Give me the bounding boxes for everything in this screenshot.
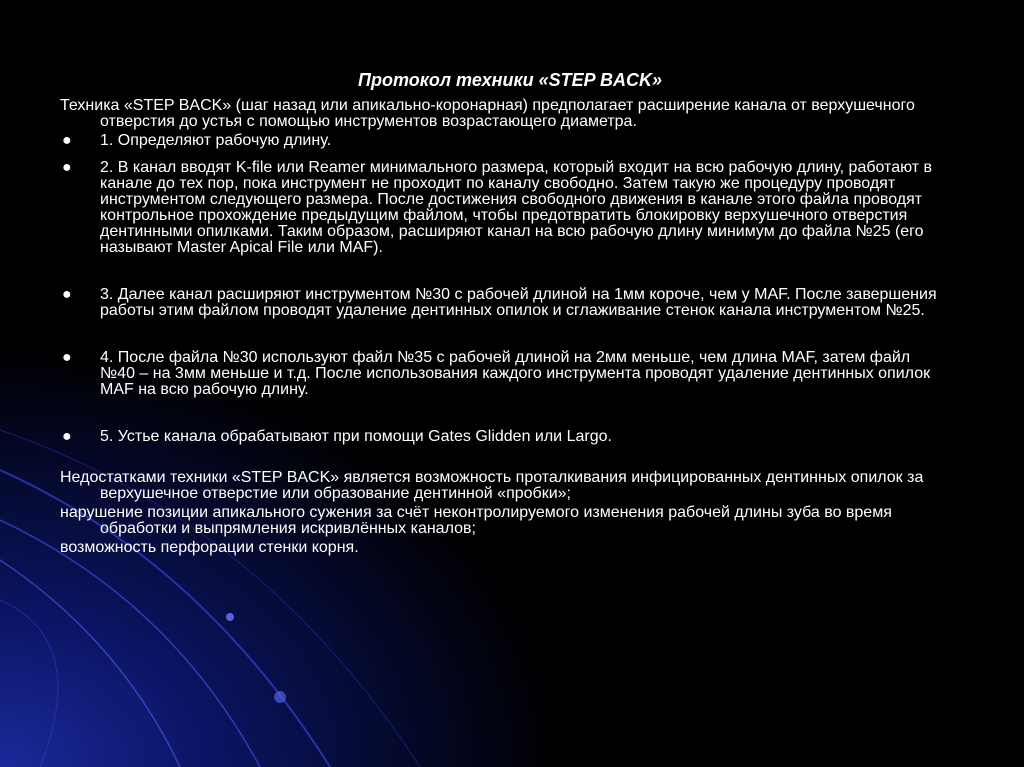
step-text: 4. После файла №30 используют файл №35 с рабочей длиной на 2мм меньше, чем длина MAF, затем файл №40 – на 3мм меньше и т.д. После использования каждого инструмента проводят удаление дентинных опилок MAF на всю рабочую длину. xyxy=(100,349,931,398)
step-text: 5. Устье канала обрабатывают при помощи Gates Glidden или Largo. xyxy=(100,428,612,445)
slide-content xyxy=(60,68,960,556)
list-item xyxy=(60,287,960,319)
list-item xyxy=(60,160,960,256)
bullet-icon: ● xyxy=(62,286,72,303)
slide-title: Протокол техники «STEP BACK» xyxy=(358,70,662,90)
list-item xyxy=(60,350,960,398)
bullet-icon: ● xyxy=(62,159,72,176)
intro-paragraph: Техника «STEP BACK» (шаг назад или апикально-коронарная) предполагает расширение канала от верхушечного отверстия до устья с помощью инструментов возрастающего диаметра. xyxy=(60,97,915,130)
drawback-apical-paragraph: нарушение позиции апикального сужения за счёт неконтролируемого изменения рабочей длины зуба во время обработки и выпрямления искривлённых каналов; xyxy=(60,504,892,537)
list-item xyxy=(60,133,960,149)
drawback-perforation-paragraph: возможность перфорации стенки корня. xyxy=(60,539,359,556)
step-text: 2. В канал вводят K-file или Reamer минимального размера, который входит на всю рабочую длину, работают в канале до тех пор, пока инструмент не проходит по каналу свободно. Затем такую же процедуру проводят инструментом следующего размера. После достижения свободного движения в канале этого файла проводят контрольное прохождение предыдущим файлом, чтобы предотвратить блокировку верхушечного отверстия дентинными опилками. Таким образом, расширяют канал на всю рабочую длину минимум до файла №25 (его называют Master Apical File или MAF). xyxy=(100,159,933,256)
list-item xyxy=(60,429,960,445)
step-text: 1. Определяют рабочую длину. xyxy=(100,132,332,149)
bullet-icon: ● xyxy=(62,132,72,149)
bullet-icon: ● xyxy=(62,349,72,366)
step-text: 3. Далее канал расширяют инструментом №30 с рабочей длиной на 1мм короче, чем у MAF. После завершения работы этим файлом проводят удаление дентинных опилок и сглаживание стенок канала инструментом №25. xyxy=(100,286,937,319)
steps-list xyxy=(60,133,960,445)
drawbacks-paragraph: Недостатками техники «STEP BACK» является возможность проталкивания инфицированных дентинных опилок за верхушечное отверстие или образование дентинной «пробки»; xyxy=(60,469,924,502)
bullet-icon: ● xyxy=(62,428,72,445)
